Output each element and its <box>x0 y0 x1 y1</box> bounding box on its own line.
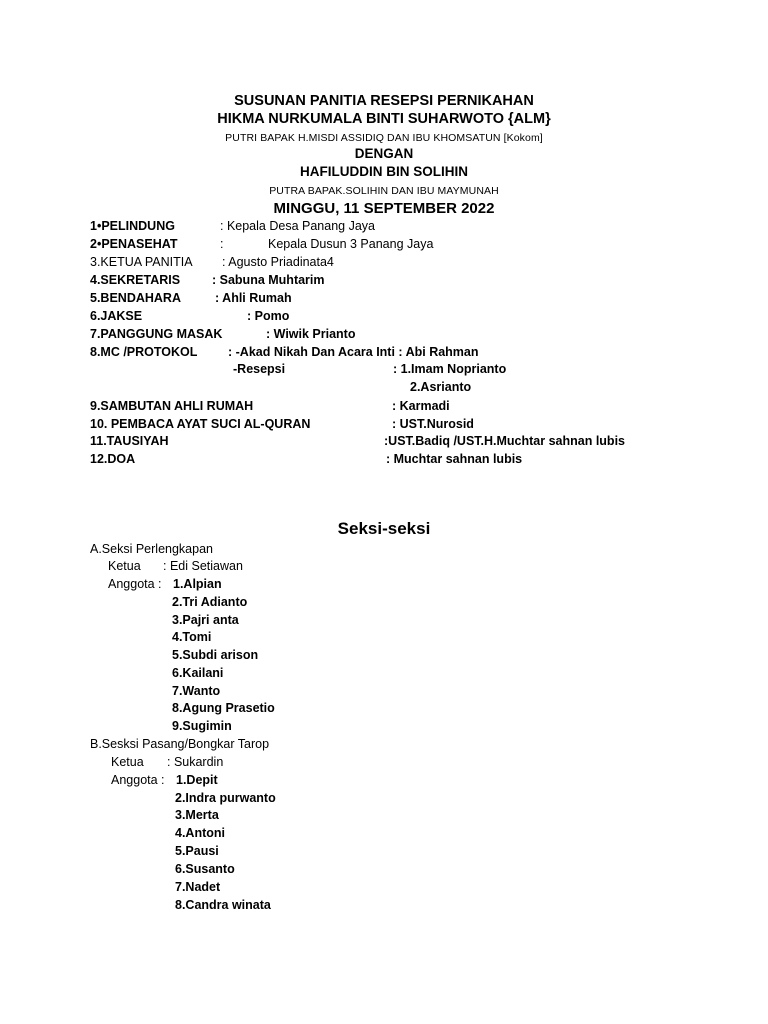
committee-label: 11.TAUSIYAH <box>90 434 169 448</box>
list-item: 1.Alpian <box>173 577 222 591</box>
list-item: 6.Kailani <box>172 666 224 680</box>
committee-value: : -Akad Nikah Dan Acara Inti : Abi Rahman <box>228 345 479 359</box>
with-label: DENGAN <box>354 146 414 161</box>
committee-row <box>90 380 730 397</box>
list-item: 8.Agung Prasetio <box>172 701 275 715</box>
committee-label: 2•PENASEHAT <box>90 237 178 251</box>
committee-row <box>90 309 730 326</box>
list-item: 4.Antoni <box>175 826 225 840</box>
committee-row <box>90 291 730 308</box>
committee-value: -Resepsi <box>233 362 286 376</box>
committee-label: 10. PEMBACA AYAT SUCI AL-QURAN <box>90 417 311 431</box>
list-item: 6.Susanto <box>175 862 235 876</box>
committee-row <box>90 273 730 290</box>
list-item: 3.Pajri anta <box>172 613 239 627</box>
list-item: 7.Nadet <box>175 880 221 894</box>
committee-value: 2.Asrianto <box>410 380 472 394</box>
committee-row <box>90 255 730 272</box>
groom-parents: PUTRA BAPAK.SOLIHIN DAN IBU MAYMUNAH <box>269 185 499 197</box>
committee-label: 8.MC /PROTOKOL <box>90 345 198 359</box>
committee-label: 6.JAKSE <box>90 309 143 323</box>
committee-label: 12.DOA <box>90 452 136 466</box>
committee-row <box>90 327 730 344</box>
committee-row <box>90 434 730 451</box>
committee-label: 3.KETUA PANITIA <box>90 255 193 269</box>
bride-parents: PUTRI BAPAK H.MISDI ASSIDIQ DAN IBU KHOMSATUN [Kokom] <box>225 132 543 144</box>
section-members-label: Anggota : <box>111 773 165 787</box>
committee-value: :UST.Badiq /UST.H.Muchtar sahnan lubis <box>384 434 625 448</box>
committee-row <box>90 345 730 362</box>
groom-name: HAFILUDDIN BIN SOLIHIN <box>300 164 468 179</box>
committee-value: : Ahli Rumah <box>215 291 292 305</box>
committee-value: : UST.Nurosid <box>392 417 474 431</box>
list-item: 5.Pausi <box>175 844 219 858</box>
committee-row <box>90 237 730 254</box>
list-item: 5.Subdi arison <box>172 648 259 662</box>
document-title: SUSUNAN PANITIA RESEPSI PERNIKAHAN <box>234 93 534 109</box>
list-item: 2.Tri Adianto <box>172 595 248 609</box>
committee-value: : Kepala Desa Panang Jaya <box>220 219 375 233</box>
list-item: 9.Sugimin <box>172 719 232 733</box>
committee-label: 5.BENDAHARA <box>90 291 181 305</box>
committee-row <box>90 399 730 416</box>
list-item: 3.Merta <box>175 808 219 822</box>
section-chair-label: Ketua <box>108 559 141 573</box>
section-chair-label: Ketua <box>111 755 144 769</box>
list-item: 2.Indra purwanto <box>175 791 276 805</box>
committee-value: : Pomo <box>247 309 290 323</box>
list-item: 8.Candra winata <box>175 898 271 912</box>
committee-label: 7.PANGGUNG MASAK <box>90 327 223 341</box>
list-item: 1.Depit <box>176 773 218 787</box>
section-members-label: Anggota : <box>108 577 162 591</box>
section-title: B.Sesksi Pasang/Bongkar Tarop <box>90 737 270 751</box>
committee-value: : Karmadi <box>392 399 450 413</box>
committee-row <box>90 219 730 236</box>
committee-value: : Muchtar sahnan lubis <box>386 452 523 466</box>
committee-row <box>90 417 730 434</box>
committee-value-2: Kepala Dusun 3 Panang Jaya <box>268 237 434 251</box>
committee-row <box>90 362 730 379</box>
section-chair-value: : Sukardin <box>167 755 224 769</box>
committee-value: : Sabuna Muhtarim <box>212 273 325 287</box>
list-item: 4.Tomi <box>172 630 212 644</box>
event-date: MINGGU, 11 SEPTEMBER 2022 <box>273 200 495 217</box>
committee-value: : <box>220 237 224 251</box>
committee-value: : Wiwik Prianto <box>266 327 356 341</box>
committee-row <box>90 452 730 469</box>
committee-label: 9.SAMBUTAN AHLI RUMAH <box>90 399 254 413</box>
sections-heading: Seksi-seksi <box>337 519 431 538</box>
committee-label: 4.SEKRETARIS <box>90 273 181 287</box>
section-chair-value: : Edi Setiawan <box>163 559 243 573</box>
section-title: A.Seksi Perlengkapan <box>90 542 213 556</box>
bride-name: HIKMA NURKUMALA BINTI SUHARWOTO {ALM} <box>217 111 551 127</box>
committee-value-2: : 1.Imam Noprianto <box>393 362 507 376</box>
committee-label: 1•PELINDUNG <box>90 219 175 233</box>
list-item: 7.Wanto <box>172 684 221 698</box>
committee-value: : Agusto Priadinata4 <box>222 255 334 269</box>
